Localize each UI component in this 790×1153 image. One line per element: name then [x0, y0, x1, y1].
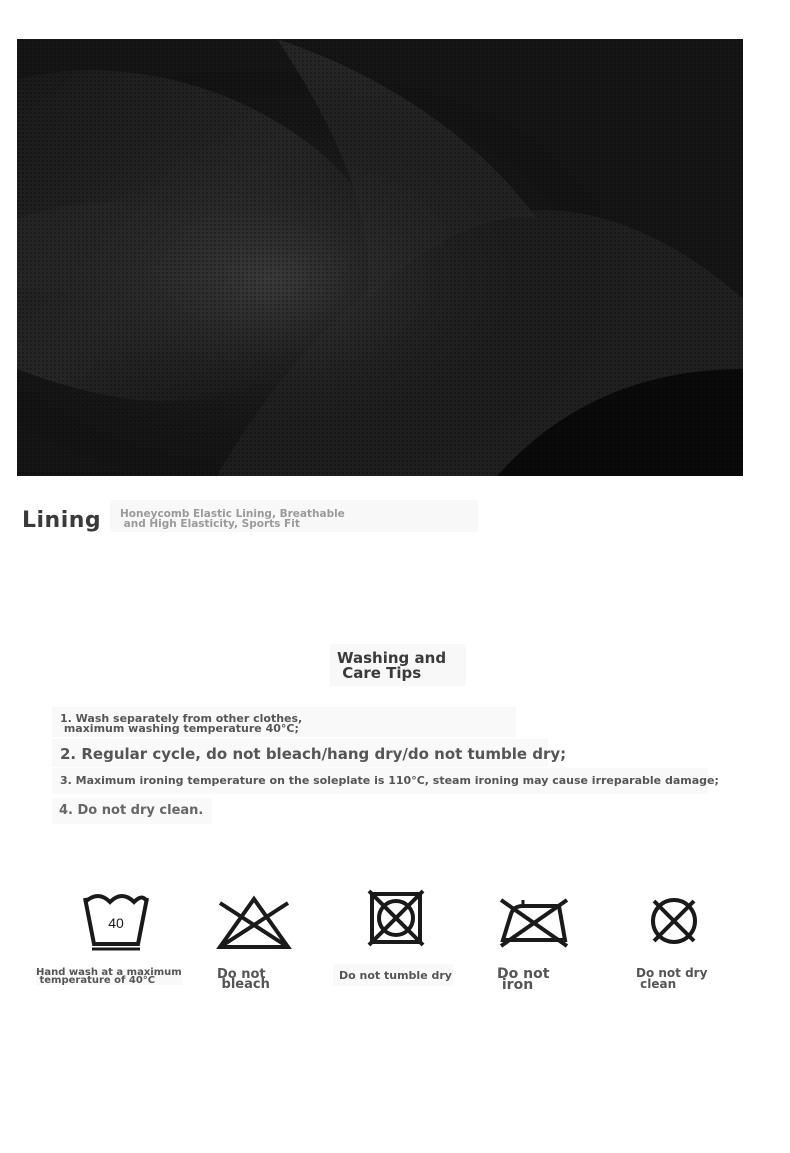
hand-wash-caption: Hand wash at a maximum temperature of 40°C [36, 967, 182, 986]
do-not-dry-clean-icon [648, 895, 700, 947]
care-title-box [330, 644, 466, 686]
care-tip-4: 4. Do not dry clean. [52, 798, 212, 824]
lining-description-box [110, 500, 478, 532]
do-not-bleach-caption: Do not bleach [217, 967, 270, 992]
do-not-tumble-dry-caption: Do not tumble dry [333, 964, 453, 986]
care-tip-1: 1. Wash separately from other clothes, maximum washing temperature 40°C; [52, 707, 516, 737]
care-tip-2: 2. Regular cycle, do not bleach/hang dry/do not tumble dry; [52, 739, 548, 767]
do-not-iron-icon [497, 896, 571, 948]
lining-description: Honeycomb Elastic Lining, Breathable and High Elasticity, Sports Fit [120, 508, 345, 530]
fabric-photo [17, 39, 743, 476]
do-not-bleach-icon [216, 895, 292, 951]
do-not-iron-caption: Do not iron [497, 966, 550, 993]
do-not-tumble-dry-icon [367, 889, 425, 947]
wash-temperature-number: 40 [108, 915, 124, 931]
care-tip-3: 3. Maximum ironing temperature on the soleplate is 110°C, steam ironing may cause irreparable damage; [52, 768, 708, 794]
do-not-dry-clean-caption: Do not dry clean [636, 966, 708, 991]
care-title: Washing and Care Tips [337, 649, 447, 682]
hand-wash-40-icon [82, 892, 150, 952]
lining-title: Lining [22, 508, 102, 533]
